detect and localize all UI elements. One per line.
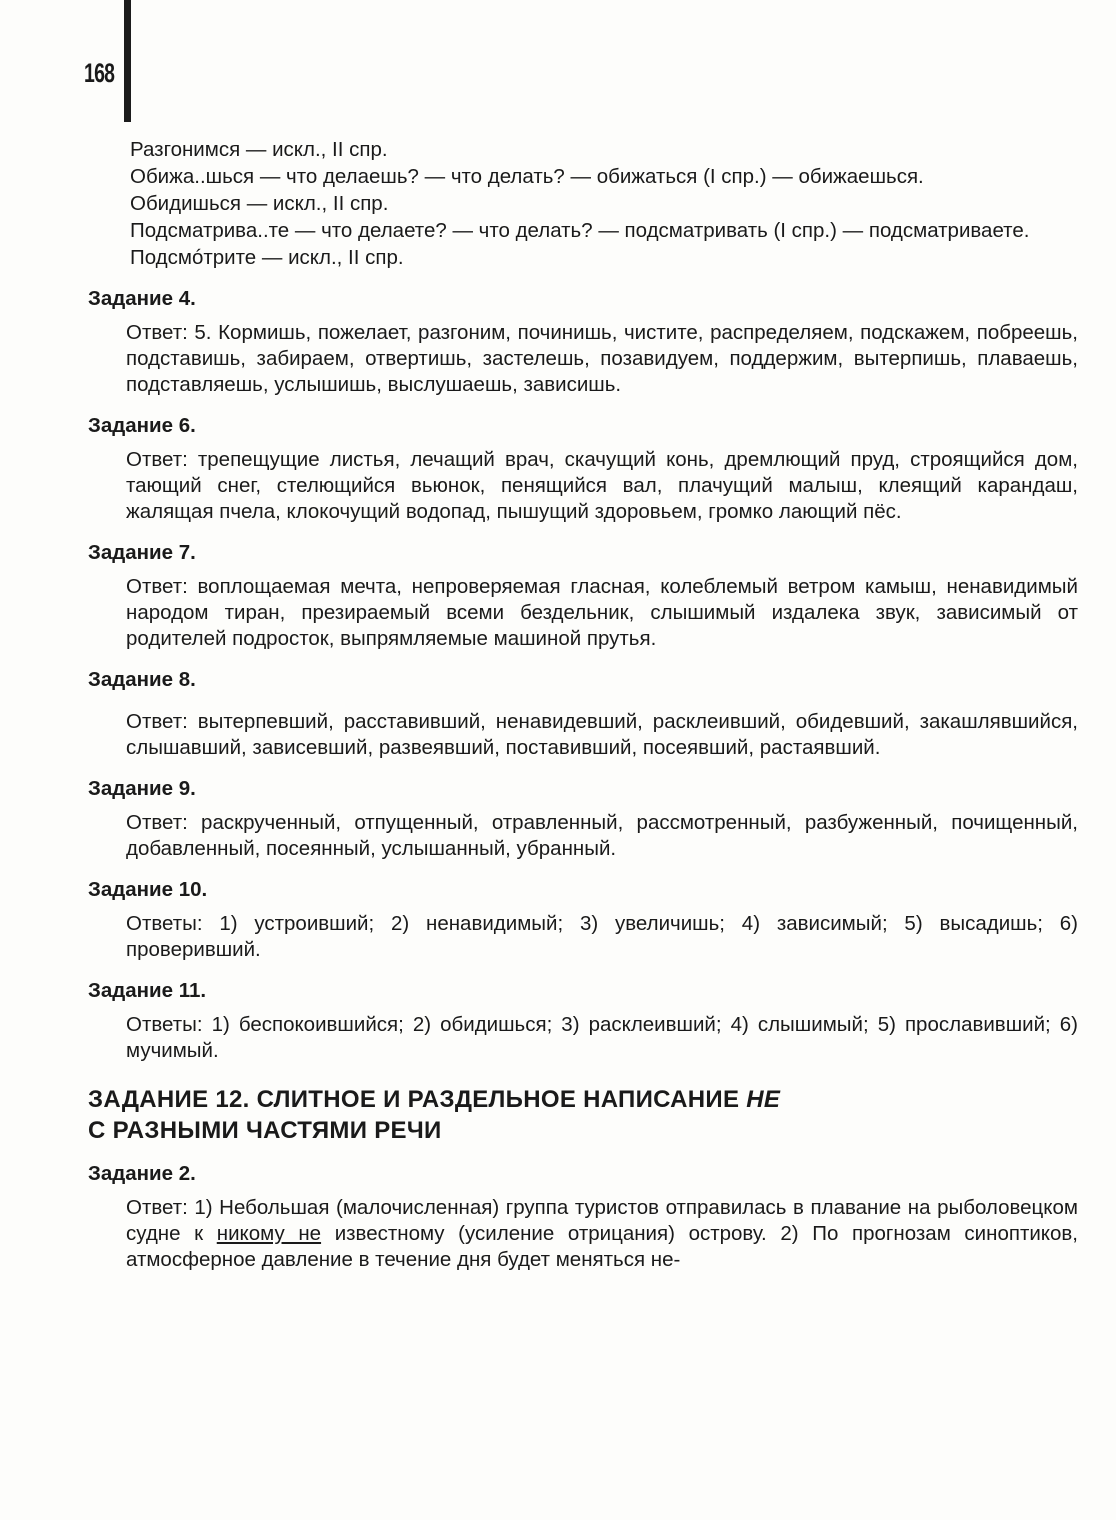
section-title-part1: ЗАДАНИЕ 12. СЛИТНОЕ И РАЗДЕЛЬНОЕ НАПИСАНИЕ <box>88 1086 740 1113</box>
task-heading: Задание 8. <box>88 668 196 691</box>
task-heading: Задание 7. <box>88 541 196 564</box>
task-answer: Ответ: трепещущие листья, лечащий врач, скачущий конь, дремлющий пруд, строящийся дом, тающий снег, стелющийся вьюнок, пенящийся вал, плачущий малыш, клеящий карандаш, жалящая пчела, клокочущий водопад, пышущий здоровьем, громко лающий пёс. <box>126 448 1078 523</box>
intro-line: Обидишься — искл., II спр. <box>130 192 389 215</box>
task-heading: Задание 2. <box>88 1162 196 1185</box>
section-title-ne: НЕ <box>746 1086 781 1113</box>
margin-rule <box>124 0 131 122</box>
task-heading: Задание 9. <box>88 777 196 800</box>
intro-line: Разгонимся — искл., II спр. <box>130 138 388 161</box>
task-answer <box>126 1195 1078 1273</box>
task-heading: Задание 11. <box>88 979 207 1002</box>
section-title-part2: С РАЗНЫМИ ЧАСТЯМИ РЕЧИ <box>88 1117 442 1144</box>
task-answer: Ответ: 5. Кормишь, пожелает, разгоним, починишь, чистите, распределяем, подскажем, побреешь, подставишь, забираем, отвертишь, застелешь, позавидуем, поддержим, вытерпишь, плаваешь, подставляешь, услышишь, выслушаешь, зависишь. <box>126 321 1078 396</box>
task-answer: Ответ: вытерпевший, расставивший, ненавидевший, расклеивший, обидевший, закашлявшийся, слышавший, зависевший, развеявший, поставивший, посеявший, растаявший. <box>126 710 1078 759</box>
answer-text-after: известному (усиление отрицания) острову. 2) По прогнозам синоптиков, атмосферное давление в течение дня будет меняться не- <box>126 1222 1078 1271</box>
section-heading <box>88 1084 1078 1146</box>
answer-text-before: Ответ: 1) Небольшая (малочисленная) группа туристов отправилась в плавание на рыболовецком судне к <box>126 1196 1078 1245</box>
task-answer: Ответ: воплощаемая мечта, непроверяемая гласная, колеблемый ветром камыш, ненавидимый народом тиран, презираемый всеми бездельник, слышимый издалека звук, зависимый от родителей подросток, выпрямляемые машиной прутья. <box>126 575 1078 650</box>
underlined-phrase: никому не <box>216 1222 322 1245</box>
intro-line: Обижа..шься — что делаешь? — что делать? — обижаться (I спр.) — обижаешься. <box>130 165 924 188</box>
task-answer: Ответы: 1) устроивший; 2) ненавидимый; 3) увеличишь; 4) зависимый; 5) высадишь; 6) проверивший. <box>126 912 1078 961</box>
task-heading: Задание 4. <box>88 287 196 310</box>
task-answer: Ответ: раскрученный, отпущенный, отравленный, рассмотренный, разбуженный, почищенный, добавленный, посеянный, услышанный, убранный. <box>126 811 1078 860</box>
task-answer: Ответы: 1) беспокоившийся; 2) обидишься; 3) расклеивший; 4) слышимый; 5) прославивший; 6) мучимый. <box>126 1013 1078 1062</box>
intro-line: Подсматрива..те — что делаете? — что делать? — подсматривать (I спр.) — подсматриваете. <box>130 219 1030 242</box>
intro-line: Подсмóтрите — искл., II спр. <box>130 246 404 269</box>
task-heading: Задание 6. <box>88 414 196 437</box>
page-content <box>88 136 1078 1273</box>
task-heading: Задание 10. <box>88 878 208 901</box>
page-number: 168 <box>84 58 115 88</box>
